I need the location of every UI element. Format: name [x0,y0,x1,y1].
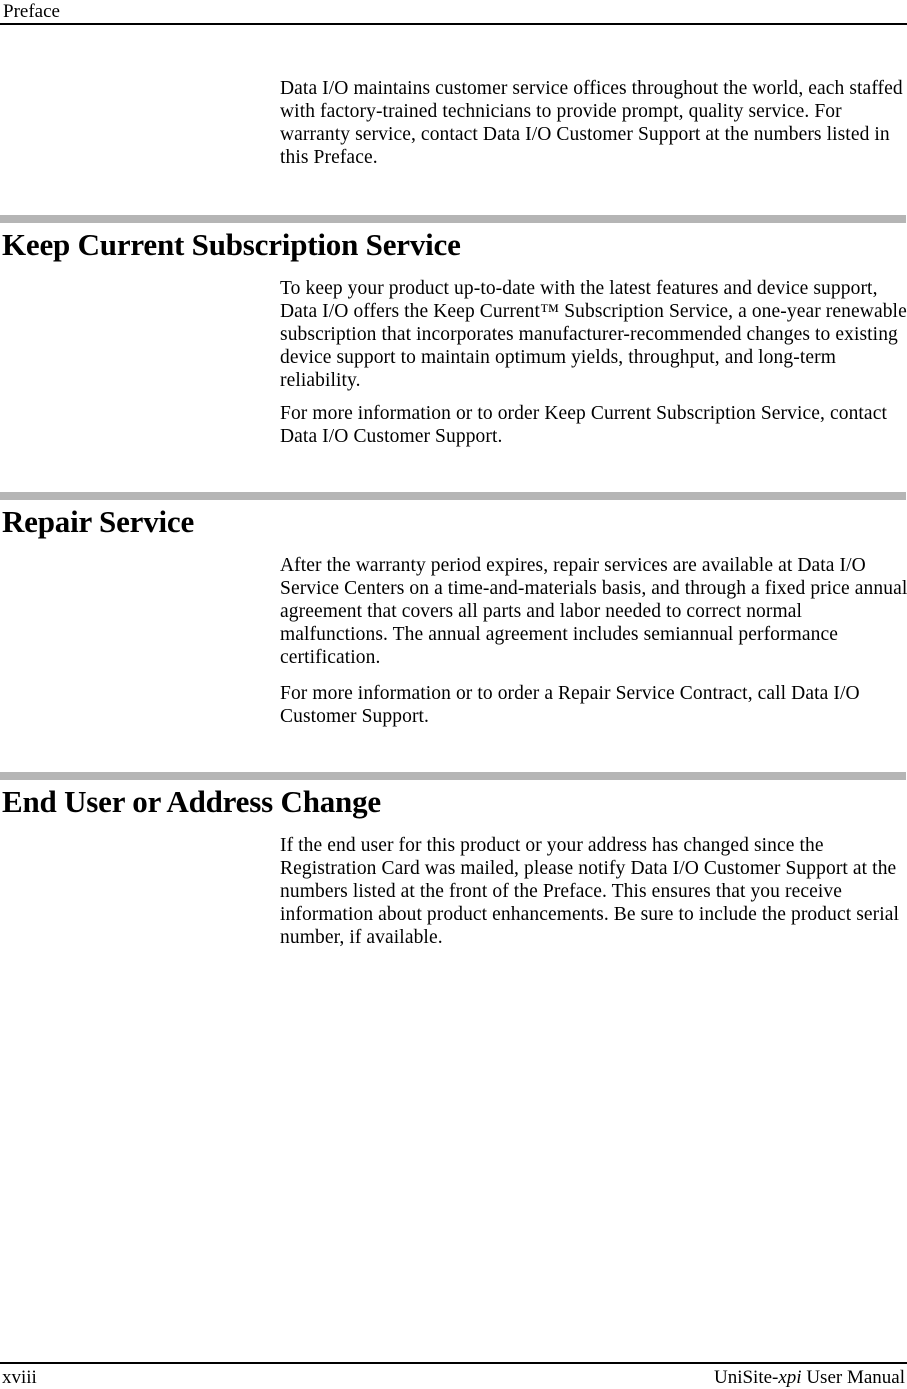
section-paragraph: After the warranty period expires, repair services are available at Data I/O Service Centers on a time-and-materials basis, and through a fixed price annual agreement that covers all parts and labor needed to correct normal malfunctions. The annual agreement includes semiannual performance certification. [280,555,907,668]
intro-paragraph: Data I/O maintains customer service offices throughout the world, each staffed with factory-trained technicians to provide prompt, quality service. For warranty service, contact Data I/O Customer Support at the numbers listed in this Preface. [280,78,903,168]
section-paragraph: For more information or to order a Repair Service Contract, call Data I/O Customer Support. [280,683,860,727]
footer-page-number: xviii [2,1367,37,1388]
footer-manual-title-suffix: User Manual [801,1367,905,1388]
section-paragraph: For more information or to order Keep Current Subscription Service, contact Data I/O Customer Support. [280,403,887,447]
section-divider-bar [0,215,906,223]
section-divider-bar [0,492,906,500]
section-heading-keep-current: Keep Current Subscription Service [2,227,461,262]
section-paragraph: If the end user for this product or your address has changed since the Registration Card was mailed, please notify Data I/O Customer Support at the numbers listed at the front of the Preface. This ensures that you receive information about product enhancements. Be sure to include the product serial number, if available. [280,835,900,948]
section-heading-repair-service: Repair Service [2,504,195,539]
section-paragraph: To keep your product up-to-date with the latest features and device support, Data I/O offers the Keep Current™ Subscription Service, a one-year renewable subscription that incorporates manufacturer-recommended changes to existing device support to maintain optimum yields, throughput, and long-term reliability. [280,278,907,391]
section-divider-bar [0,772,906,780]
running-header-title: Preface [3,1,60,22]
footer-manual-title-prefix: UniSite- [713,1367,779,1388]
header-rule [0,23,907,25]
footer-manual-title [714,1367,905,1389]
footer-manual-title-model: xpi [778,1367,802,1388]
section-heading-end-user-address-change: End User or Address Change [2,784,381,819]
footer-rule [0,1362,907,1364]
